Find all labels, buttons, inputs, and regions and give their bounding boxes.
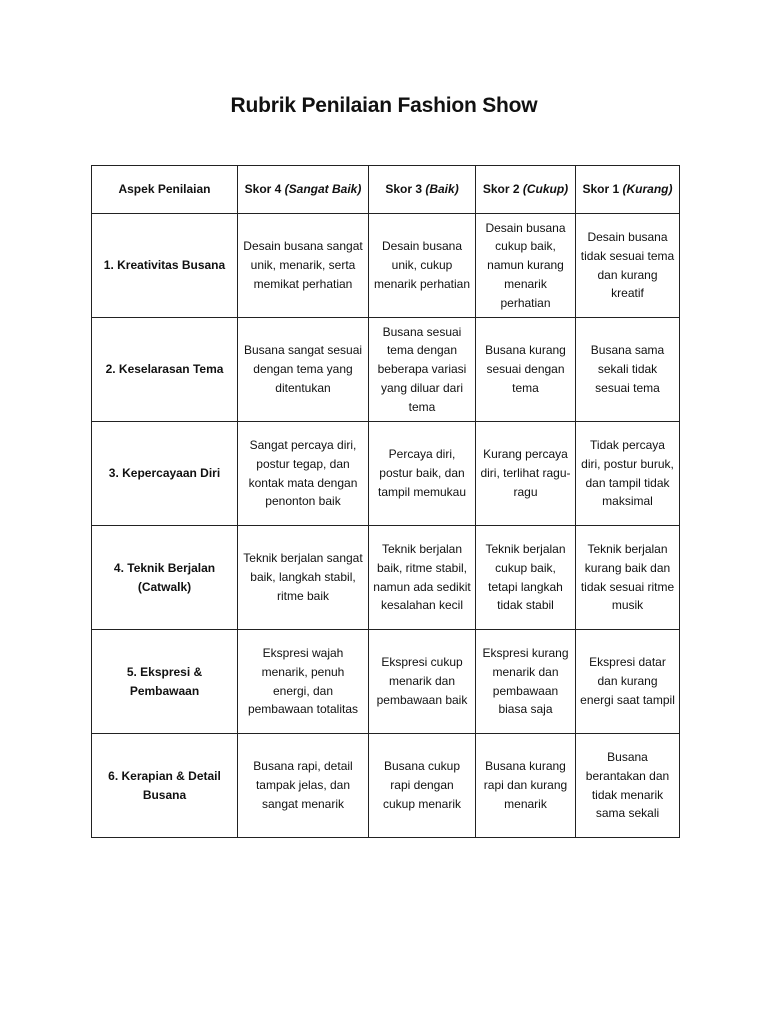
score-cell: Teknik berjalan kurang baik dan tidak sesuai ritme musik <box>576 526 680 630</box>
score-cell: Teknik berjalan sangat baik, langkah stabil, ritme baik <box>238 526 369 630</box>
score-desc: (Baik) <box>425 182 459 197</box>
aspect-cell: 1. Kreativitas Busana <box>92 214 238 318</box>
aspect-cell: 2. Keselarasan Tema <box>92 318 238 422</box>
score-label: Skor 2 <box>482 182 520 197</box>
header-score-2 <box>476 166 576 214</box>
score-cell: Desain busana sangat unik, menarik, serta memikat perhatian <box>238 214 369 318</box>
score-cell: Sangat percaya diri, postur tegap, dan kontak mata dengan penonton baik <box>238 422 369 526</box>
rubric-table-header <box>92 166 680 214</box>
score-cell: Ekspresi datar dan kurang energi saat tampil <box>576 630 680 734</box>
score-cell: Busana sesuai tema dengan beberapa variasi yang diluar dari tema <box>369 318 476 422</box>
score-cell: Busana cukup rapi dengan cukup menarik <box>369 734 476 838</box>
score-cell: Kurang percaya diri, terlihat ragu-ragu <box>476 422 576 526</box>
score-cell: Ekspresi kurang menarik dan pembawaan biasa saja <box>476 630 576 734</box>
header-score-4 <box>238 166 369 214</box>
aspect-cell: 3. Kepercayaan Diri <box>92 422 238 526</box>
score-cell: Busana sama sekali tidak sesuai tema <box>576 318 680 422</box>
header-score-3 <box>369 166 476 214</box>
table-row <box>92 526 680 630</box>
score-cell: Desain busana unik, cukup menarik perhatian <box>369 214 476 318</box>
header-aspect: Aspek Penilaian <box>92 166 238 214</box>
score-cell: Desain busana tidak sesuai tema dan kurang kreatif <box>576 214 680 318</box>
table-row <box>92 734 680 838</box>
table-row <box>92 630 680 734</box>
score-cell: Busana sangat sesuai dengan tema yang ditentukan <box>238 318 369 422</box>
aspect-cell: 6. Kerapian & Detail Busana <box>92 734 238 838</box>
score-desc: (Kurang) <box>622 182 673 197</box>
score-cell: Percaya diri, postur baik, dan tampil memukau <box>369 422 476 526</box>
score-cell: Ekspresi cukup menarik dan pembawaan baik <box>369 630 476 734</box>
table-row <box>92 214 680 318</box>
score-cell: Desain busana cukup baik, namun kurang menarik perhatian <box>476 214 576 318</box>
header-row <box>92 166 680 214</box>
rubric-table <box>91 165 680 838</box>
score-cell: Tidak percaya diri, postur buruk, dan tampil tidak maksimal <box>576 422 680 526</box>
score-cell: Ekspresi wajah menarik, penuh energi, dan pembawaan totalitas <box>238 630 369 734</box>
rubric-table-body <box>92 214 680 838</box>
score-cell: Busana rapi, detail tampak jelas, dan sangat menarik <box>238 734 369 838</box>
score-cell: Busana berantakan dan tidak menarik sama sekali <box>576 734 680 838</box>
score-desc: (Sangat Baik) <box>284 182 362 197</box>
header-score-1 <box>576 166 680 214</box>
table-row <box>92 318 680 422</box>
score-cell: Busana kurang sesuai dengan tema <box>476 318 576 422</box>
score-cell: Busana kurang rapi dan kurang menarik <box>476 734 576 838</box>
score-label: Skor 4 <box>244 182 282 197</box>
score-label: Skor 3 <box>385 182 422 197</box>
table-row <box>92 422 680 526</box>
score-cell: Teknik berjalan baik, ritme stabil, namun ada sedikit kesalahan kecil <box>369 526 476 630</box>
score-cell: Teknik berjalan cukup baik, tetapi langkah tidak stabil <box>476 526 576 630</box>
aspect-cell: 4. Teknik Berjalan (Catwalk) <box>92 526 238 630</box>
page-title: Rubrik Penilaian Fashion Show <box>230 94 538 117</box>
score-label: Skor 1 <box>582 182 620 197</box>
aspect-cell: 5. Ekspresi & Pembawaan <box>92 630 238 734</box>
score-desc: (Cukup) <box>522 182 569 197</box>
